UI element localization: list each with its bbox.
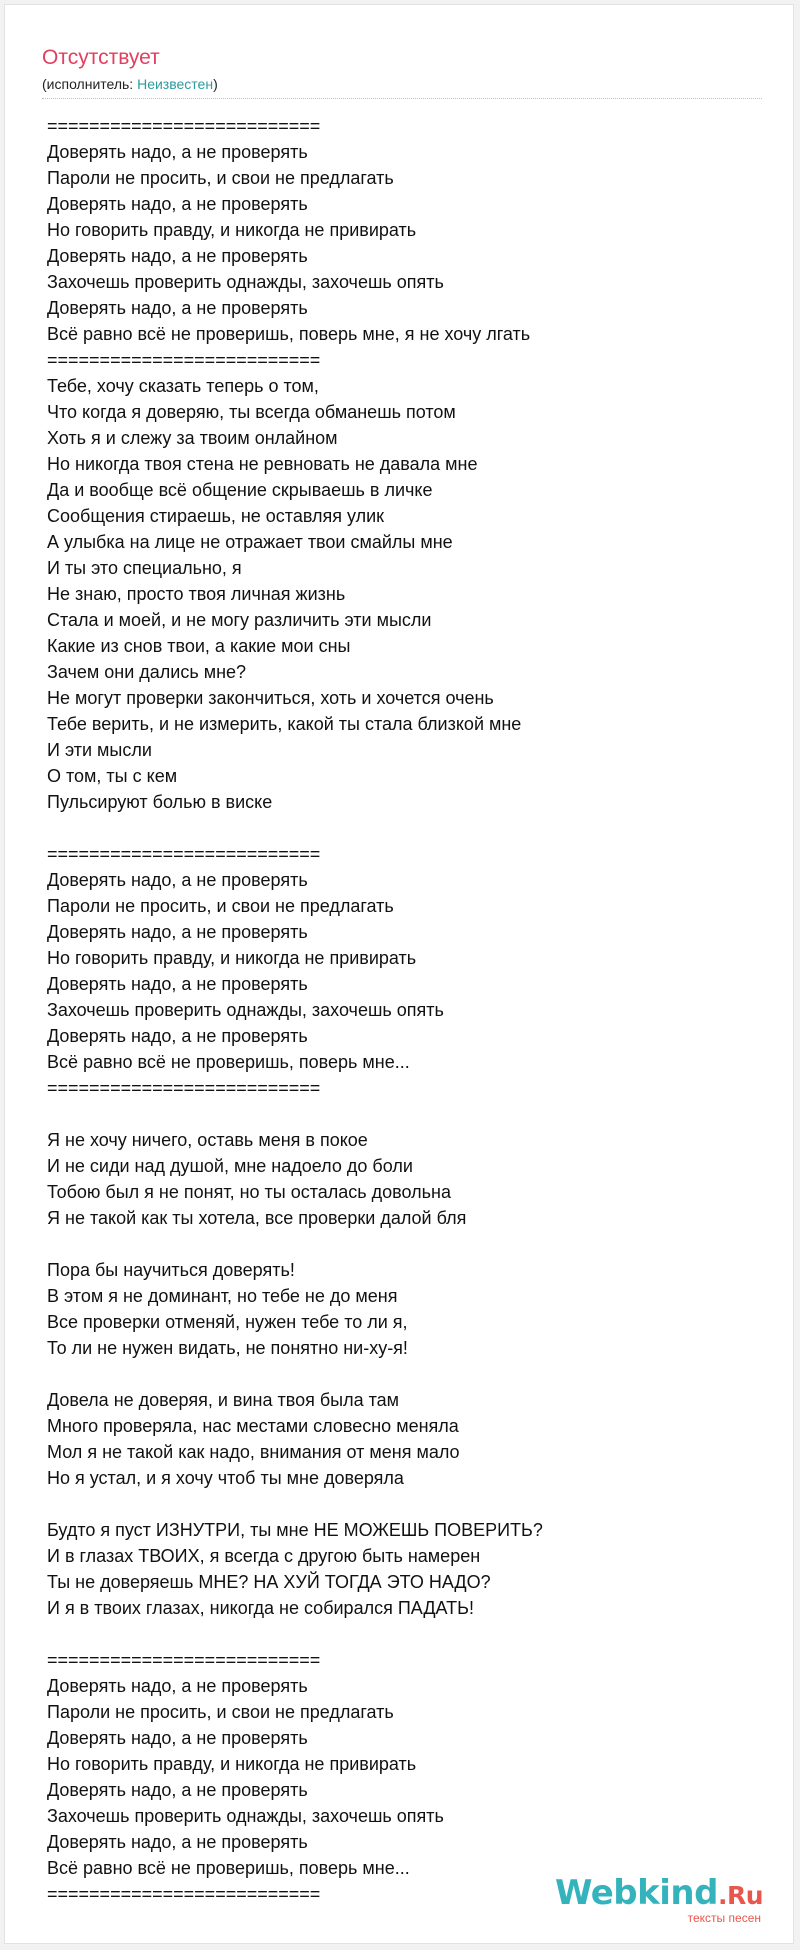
lyric-line: Доверять надо, а не проверять [47, 1026, 308, 1046]
lyric-line: И я в твоих глазах, никогда не собирался ПАДАТЬ! [47, 1598, 474, 1618]
lyric-line: Доверять надо, а не проверять [47, 1728, 308, 1748]
lyric-line: Пароли не просить, и свои не предлагать [47, 896, 394, 916]
lyric-line: ========================== [47, 1078, 321, 1098]
lyric-line: Что когда я доверяю, ты всегда обманешь потом [47, 402, 456, 422]
lyric-line: Стала и моей, и не могу различить эти мысли [47, 610, 432, 630]
lyric-line: Но я устал, и я хочу чтоб ты мне доверяла [47, 1468, 404, 1488]
site-logo[interactable] [555, 1874, 763, 1925]
lyric-line: Пульсируют болью в виске [47, 792, 273, 812]
lyrics-card [4, 4, 794, 1944]
lyric-line: Захочешь проверить однажды, захочешь опять [47, 1806, 444, 1826]
lyric-line: ========================== [47, 844, 321, 864]
lyric-line: Я не такой как ты хотела, все проверки далой бля [47, 1208, 467, 1228]
lyric-line: О том, ты с кем [47, 766, 178, 786]
lyric-line: Да и вообще всё общение скрываешь в личке [47, 480, 433, 500]
lyric-line: В этом я не доминант, но тебе не до меня [47, 1286, 398, 1306]
header-divider [42, 98, 762, 99]
lyric-line: Пароли не просить, и свои не предлагать [47, 168, 394, 188]
lyric-line: Но говорить правду, и никогда не привирать [47, 948, 417, 968]
logo-name: Webkind [554, 1873, 718, 1913]
lyric-line: Много проверяла, нас местами словесно меняла [47, 1416, 459, 1436]
lyric-line: Доверять надо, а не проверять [47, 974, 308, 994]
lyric-line [47, 815, 767, 841]
lyric-line: Ты не доверяешь МНЕ? НА ХУЙ ТОГДА ЭТО НАДО? [47, 1572, 491, 1592]
lyrics-text [47, 113, 767, 1907]
lyric-line: Но говорить правду, и никогда не привирать [47, 1754, 417, 1774]
lyric-line: Доверять надо, а не проверять [47, 194, 308, 214]
lyric-line: Захочешь проверить однажды, захочешь опять [47, 272, 444, 292]
lyric-line: И не сиди над душой, мне надоело до боли [47, 1156, 413, 1176]
lyric-line: Но никогда твоя стена не ревновать не давала мне [47, 454, 478, 474]
lyric-line: Но говорить правду, и никогда не привирать [47, 220, 417, 240]
lyric-line: Всё равно всё не проверишь, поверь мне, я не хочу лгать [47, 324, 531, 344]
lyric-line: Доверять надо, а не проверять [47, 246, 308, 266]
lyric-line: Пароли не просить, и свои не предлагать [47, 1702, 394, 1722]
lyric-line: Всё равно всё не проверишь, поверь мне... [47, 1052, 410, 1072]
logo-tagline: тексты песен [687, 1911, 761, 1925]
lyric-line [47, 1361, 767, 1387]
lyric-line: Не могут проверки закончиться, хоть и хочется очень [47, 688, 494, 708]
lyric-line: То ли не нужен видать, не понятно ни-ху-я! [47, 1338, 408, 1358]
lyric-line: Какие из снов твои, а какие мои сны [47, 636, 351, 656]
artist-prefix: (исполнитель: [42, 76, 138, 92]
lyric-line: Доверять надо, а не проверять [47, 870, 308, 890]
artist-link[interactable]: Неизвестен [137, 76, 214, 92]
lyric-line: Доверять надо, а не проверять [47, 1676, 308, 1696]
lyric-line: Мол я не такой как надо, внимания от меня мало [47, 1442, 460, 1462]
lyric-line [47, 1101, 767, 1127]
lyric-line: Пора бы научиться доверять! [47, 1260, 295, 1280]
lyric-line [47, 1491, 767, 1517]
lyric-line: Зачем они дались мне? [47, 662, 247, 682]
lyric-line: Доверять надо, а не проверять [47, 298, 308, 318]
lyric-line: Хоть я и слежу за твоим онлайном [47, 428, 338, 448]
lyric-line: Сообщения стираешь, не оставляя улик [47, 506, 385, 526]
logo-tld: .Ru [717, 1881, 763, 1910]
logo-wordmark [555, 1874, 763, 1915]
lyric-line: И эти мысли [47, 740, 152, 760]
lyric-line: Тебе верить, и не измерить, какой ты стала близкой мне [47, 714, 522, 734]
lyric-line: Доверять надо, а не проверять [47, 1780, 308, 1800]
lyric-line: Всё равно всё не проверишь, поверь мне... [47, 1858, 410, 1878]
lyric-line: И ты это специально, я [47, 558, 242, 578]
lyric-line: ========================== [47, 1884, 321, 1904]
lyric-line: ========================== [47, 116, 321, 136]
lyric-line: А улыбка на лице не отражает твои смайлы мне [47, 532, 453, 552]
lyric-line: Доверять надо, а не проверять [47, 1832, 308, 1852]
lyric-line [47, 1231, 767, 1257]
lyric-line: И в глазах ТВОИХ, я всегда с другою быть намерен [47, 1546, 481, 1566]
lyric-line: ========================== [47, 350, 321, 370]
artist-line [42, 75, 218, 93]
artist-suffix: ) [213, 76, 218, 92]
lyric-line: Довела не доверяя, и вина твоя была там [47, 1390, 400, 1410]
lyric-line: Тобою был я не понят, но ты осталась довольна [47, 1182, 451, 1202]
lyric-line: Будто я пуст ИЗНУТРИ, ты мне НЕ МОЖЕШЬ ПОВЕРИТЬ? [47, 1520, 543, 1540]
lyric-line: Тебе, хочу сказать теперь о том, [47, 376, 319, 396]
lyric-line: Захочешь проверить однажды, захочешь опять [47, 1000, 444, 1020]
lyric-line [47, 1621, 767, 1647]
lyric-line: Доверять надо, а не проверять [47, 142, 308, 162]
lyric-line: Доверять надо, а не проверять [47, 922, 308, 942]
lyric-line: Я не хочу ничего, оставь меня в покое [47, 1130, 368, 1150]
lyric-line: Не знаю, просто твоя личная жизнь [47, 584, 346, 604]
song-title: Отсутствует [42, 46, 160, 69]
lyric-line: Все проверки отменяй, нужен тебе то ли я, [47, 1312, 408, 1332]
lyric-line: ========================== [47, 1650, 321, 1670]
